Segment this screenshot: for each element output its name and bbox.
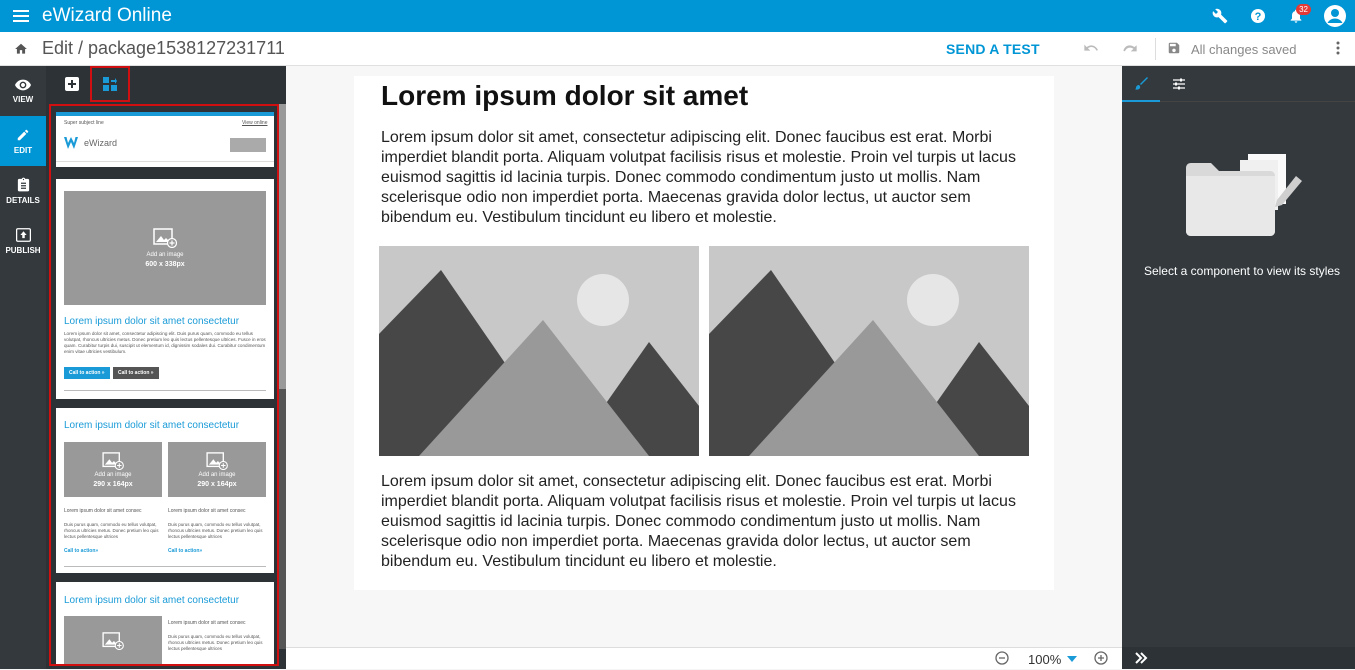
add-image-icon	[102, 632, 124, 650]
add-image-icon	[153, 228, 177, 248]
help-icon[interactable]	[1239, 0, 1277, 32]
clipboard-icon	[17, 177, 30, 192]
sliders-icon	[1172, 77, 1186, 91]
menu-icon[interactable]	[0, 0, 42, 32]
scrollbar-thumb[interactable]	[279, 104, 286, 389]
image-placeholder-label: Add an image	[94, 471, 132, 478]
styles-empty-message: Select a component to view its styles	[1143, 264, 1341, 278]
template-title: Lorem ipsum dolor sit amet consectetur	[64, 595, 240, 606]
app-title: eWizard Online	[42, 5, 172, 26]
layout-arrange-icon	[103, 77, 117, 91]
nav-edit[interactable]	[0, 116, 46, 166]
tab-settings[interactable]	[1160, 66, 1198, 102]
ewizard-logo-mark	[64, 137, 82, 149]
toolbar	[0, 32, 1355, 66]
notification-badge: 32	[1296, 4, 1311, 15]
collapse-panel-icon[interactable]	[258, 650, 272, 668]
image-placeholder-size: 600 x 338px	[145, 261, 185, 268]
add-image-icon	[102, 452, 124, 470]
undo-icon[interactable]	[1083, 40, 1099, 61]
template-two-column[interactable]	[56, 408, 274, 573]
mountain-placeholder-icon	[379, 246, 699, 456]
image-placeholder	[168, 442, 266, 497]
pencil-icon	[16, 128, 30, 142]
template-col-title: Lorem ipsum dolor sit amet consec	[168, 620, 246, 626]
wrench-icon[interactable]	[1201, 0, 1239, 32]
svg-text:?: ?	[1254, 11, 1262, 23]
template-subject: Super subject line	[64, 120, 104, 126]
template-col-body: Duis purus quam, commodo eu tellus volutpat, rhoncus ultricies metus. Donec pretium leo quis lectus pellentesque ultrices	[64, 522, 159, 539]
save-icon	[1167, 41, 1181, 60]
template-image-text[interactable]	[56, 582, 274, 666]
mountain-placeholder-icon	[709, 246, 1029, 456]
breadcrumb: Edit / package1538127231711	[42, 38, 285, 58]
notifications-icon[interactable]	[1277, 0, 1315, 32]
image-placeholder	[64, 191, 266, 305]
email-page	[354, 76, 1054, 590]
zoom-out-icon[interactable]	[995, 651, 1009, 670]
image-placeholder-size: 290 x 164px	[93, 480, 133, 488]
email-canvas	[286, 66, 1122, 647]
upload-icon	[16, 228, 31, 242]
nav-edit-label: EDIT	[13, 145, 33, 155]
brush-icon	[1134, 76, 1148, 90]
save-status: All changes saved	[1191, 42, 1297, 57]
image-placeholder	[64, 442, 162, 497]
more-options-icon[interactable]	[1330, 40, 1346, 61]
nav-details[interactable]	[0, 166, 46, 216]
template-col-title: Lorem ipsum dolor sit amet consec	[168, 508, 246, 514]
add-box-icon	[65, 77, 79, 91]
template-col-body: Duis purus quam, commodo eu tellus volutpat, rhoncus ultricies metus. Donec pretium leo quis lectus pellentesque ultrices	[168, 634, 263, 651]
template-title: Lorem ipsum dolor sit amet consectetur	[64, 420, 240, 431]
nav-view-label: VIEW	[12, 94, 34, 104]
email-paragraph-1[interactable]: Lorem ipsum dolor sit amet, consectetur adipiscing elit. Donec faucibus est erat. Morbi imperdiet blandit porta. Aliquam volutpat facilisis risus et molestie. Proin vel turpis ut lacus euismod sagittis id lacinia turpis. Donec commodo condimentum justo ut mollis. Nam scelerisque odio non imperdiet porta. Maecenas gravida dolor lectus, ut auctor sem bibendum eu. Vestibulum tincidunt eu libero et molestie.	[381, 129, 1016, 226]
nav-publish-label: PUBLISH	[5, 245, 41, 255]
image-placeholder-size: 290 x 164px	[197, 480, 237, 488]
template-cta-secondary: Call to action »	[113, 367, 159, 379]
toolbar-divider	[1155, 38, 1156, 60]
left-navigation	[0, 66, 46, 669]
nav-view[interactable]	[0, 66, 46, 116]
image-placeholder-label: Add an image	[198, 471, 236, 478]
nav-publish[interactable]	[0, 216, 46, 266]
tab-layout-templates[interactable]	[90, 66, 130, 102]
template-body: Lorem ipsum dolor sit amet, consectetur adipiscing elit. Duis purus quam, commodo eu tellus volutpat, rhoncus ultricies metus. Donec pretium leo quis lectus pellentesque ultrices. Fusce in eros quam. Curabitur turpis dui, suscipit ut elementum id, dignissim sodales dui. Curabitur condimentum enim vitae ultricies vestibulum.	[64, 331, 266, 354]
nav-details-label: DETAILS	[6, 196, 40, 205]
home-icon[interactable]	[0, 32, 42, 66]
styles-panel	[1122, 66, 1355, 669]
email-paragraph-2[interactable]: Lorem ipsum dolor sit amet, consectetur adipiscing elit. Donec faucibus est erat. Morbi imperdiet blandit porta. Aliquam volutpat facilisis risus et molestie. Proin vel turpis ut lacus euismod sagittis id lacinia turpis. Donec commodo condimentum justo ut mollis. Nam scelerisque odio non imperdiet porta. Maecenas gravida dolor lectus, ut auctor sem bibendum eu. Vestibulum tincidunt eu libero et molestie.	[381, 473, 1016, 570]
template-list	[49, 104, 279, 666]
template-view-online: View online	[242, 120, 268, 126]
template-link: Call to action»	[168, 548, 203, 554]
redo-icon[interactable]	[1122, 40, 1138, 61]
templates-scrollbar[interactable]	[279, 104, 286, 649]
tab-add-component[interactable]	[54, 66, 90, 102]
email-image-right[interactable]	[709, 246, 1029, 456]
email-heading[interactable]: Lorem ipsum dolor sit amet	[381, 80, 749, 111]
account-icon[interactable]	[1315, 0, 1355, 32]
zoom-dropdown-icon[interactable]	[1066, 652, 1078, 670]
app-header	[0, 0, 1355, 32]
template-link: Call to action»	[64, 548, 99, 554]
email-image-left[interactable]	[379, 246, 699, 456]
template-title: Lorem ipsum dolor sit amet consectetur	[64, 316, 240, 327]
template-col-title: Lorem ipsum dolor sit amet consec	[64, 508, 142, 514]
tab-styles[interactable]	[1122, 66, 1160, 102]
ewizard-logo-text: eWizard	[84, 138, 118, 148]
ewizard-logo	[64, 137, 117, 149]
zoom-level: 100%	[1028, 652, 1062, 667]
zoom-in-icon[interactable]	[1094, 651, 1108, 670]
template-col-body: Duis purus quam, commodo eu tellus volutpat, rhoncus ultricies metus. Donec pretium leo quis lectus pellentesque ultrices	[168, 522, 263, 539]
image-placeholder-label: Add an image	[146, 252, 184, 258]
templates-panel	[46, 66, 286, 669]
template-cta-primary: Call to action »	[64, 367, 110, 379]
template-header-button	[230, 138, 266, 152]
expand-panel-icon[interactable]	[1134, 651, 1148, 669]
eye-icon	[15, 79, 31, 91]
image-placeholder	[64, 616, 162, 666]
template-hero[interactable]	[56, 179, 274, 399]
add-image-icon	[206, 452, 228, 470]
template-header[interactable]	[56, 112, 274, 167]
send-test-button[interactable]: SEND A TEST	[946, 41, 1040, 57]
empty-folder-illustration	[1184, 150, 1308, 247]
zoom-bar	[286, 647, 1122, 669]
